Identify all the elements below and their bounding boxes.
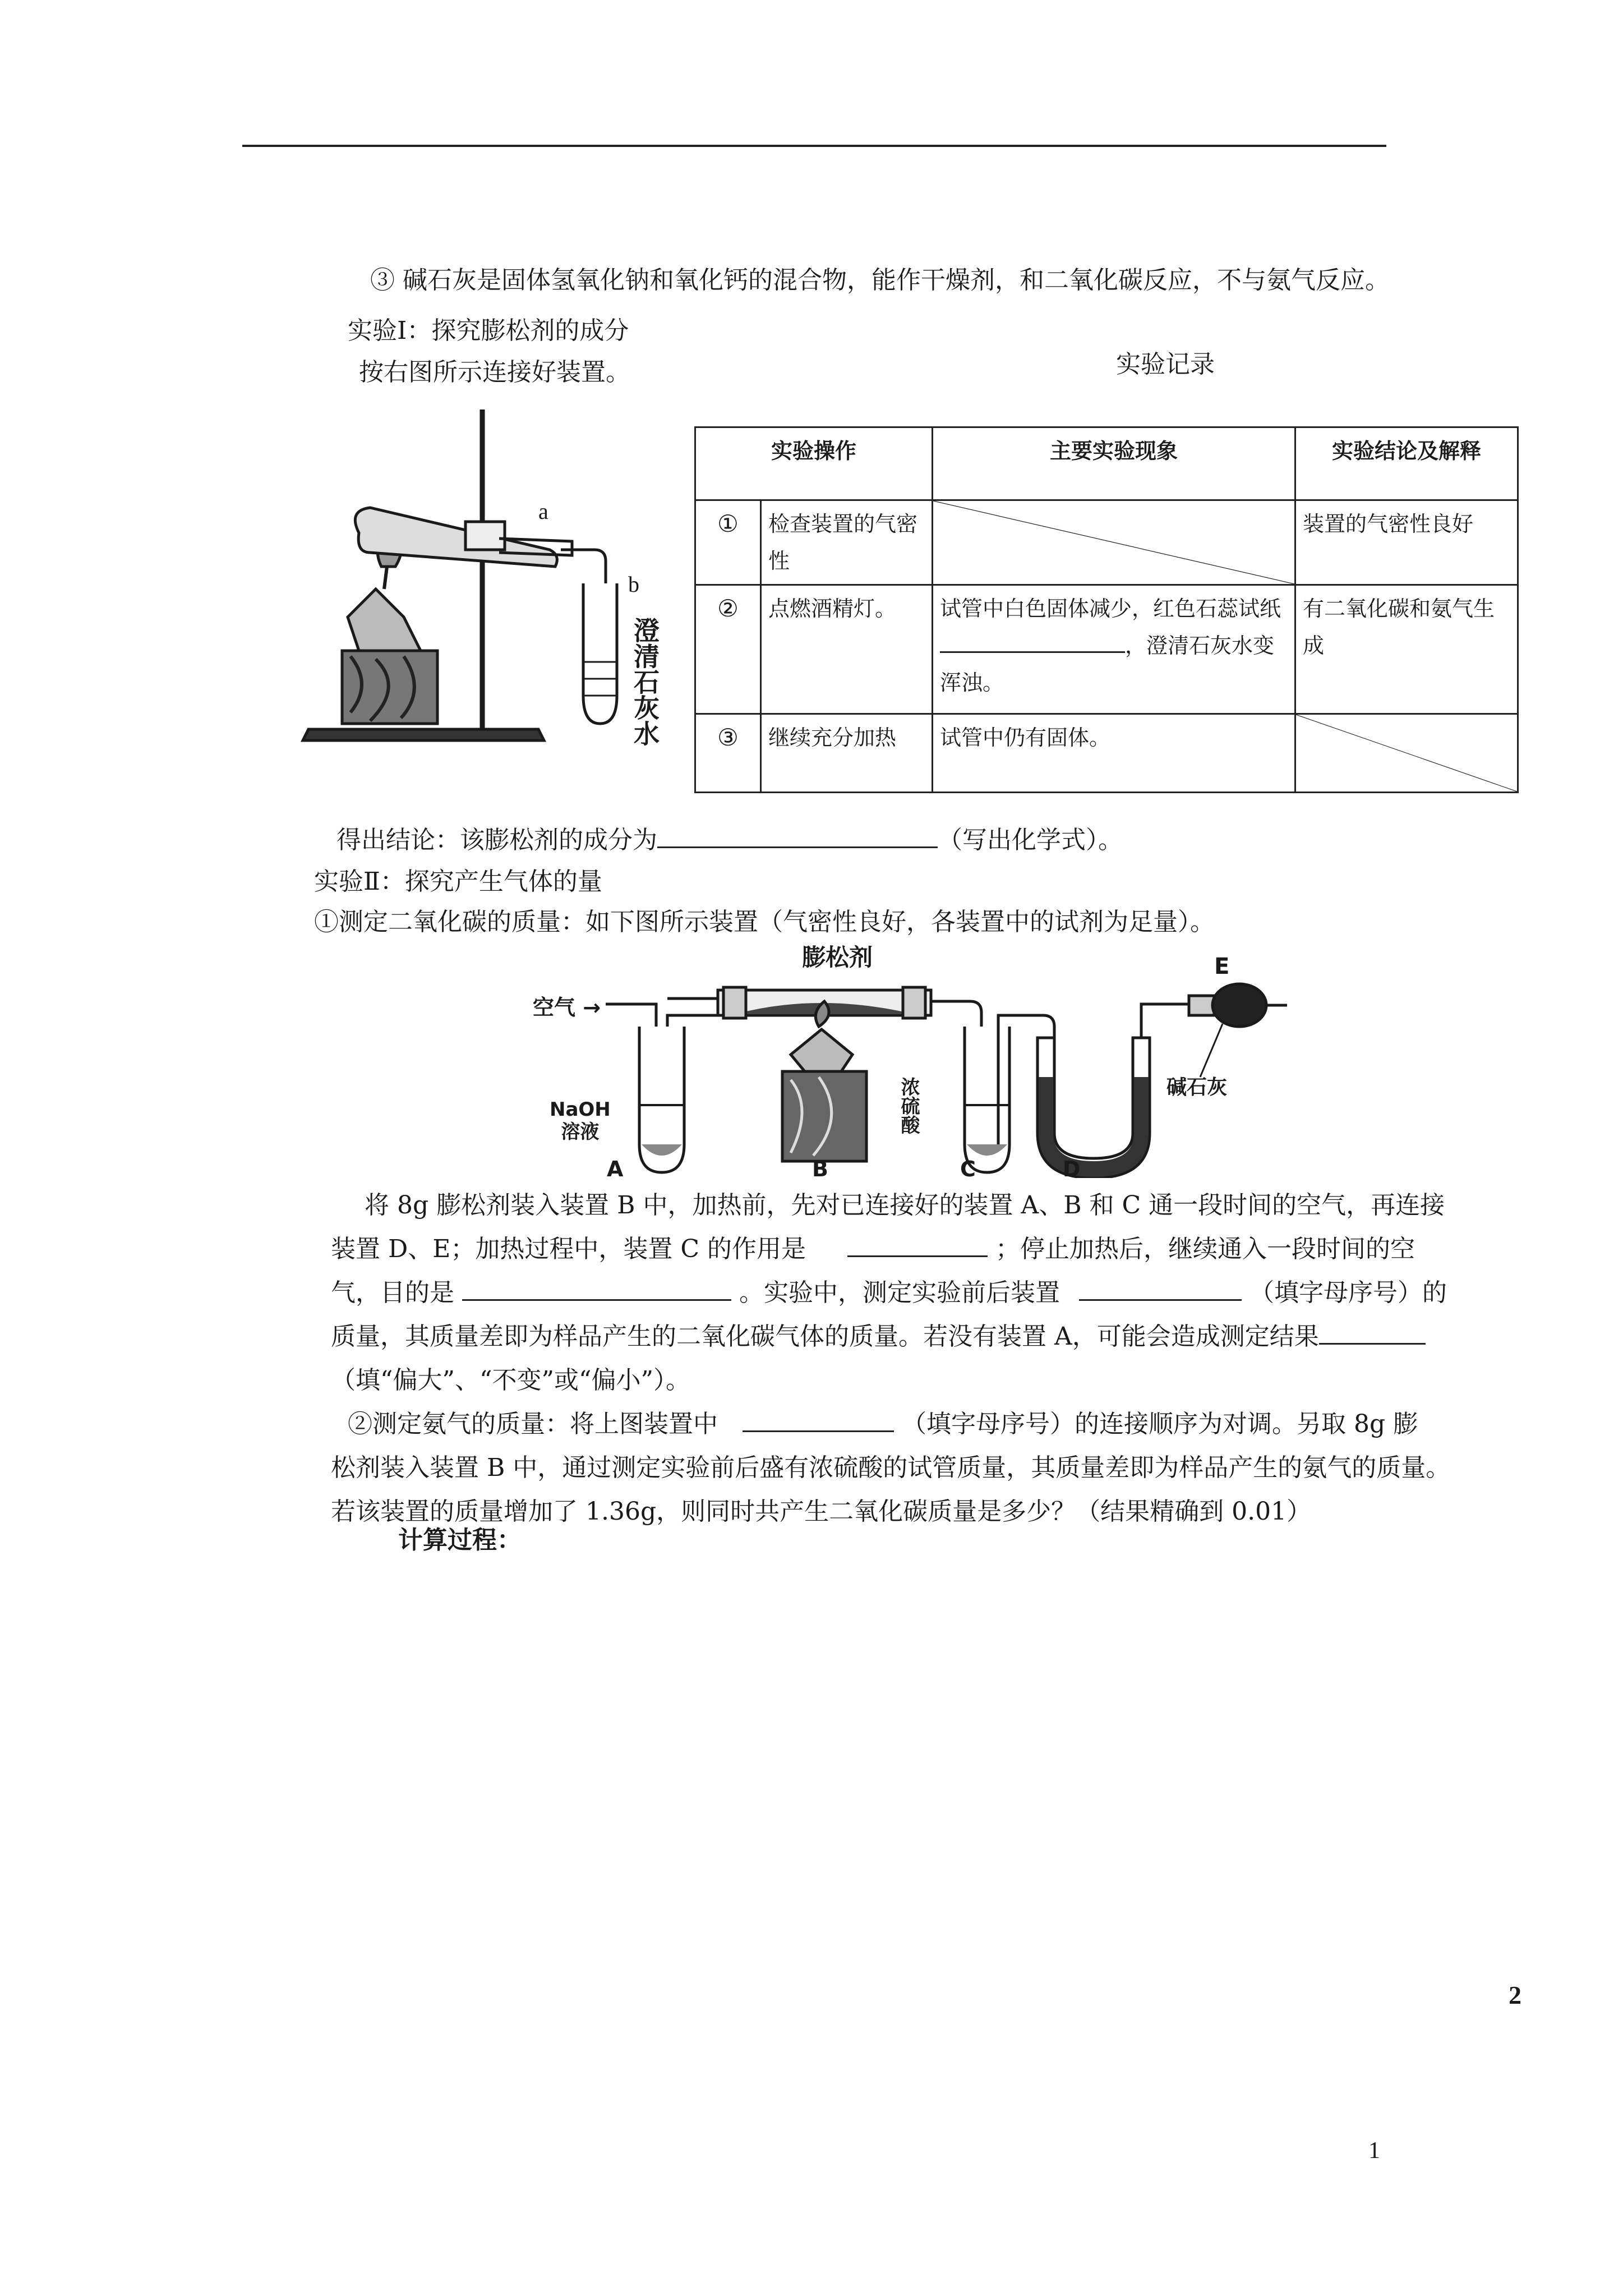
paragraph-co2: [331, 1184, 1531, 1402]
diagonal-line: [1296, 715, 1517, 792]
result-blank[interactable]: [1319, 1342, 1426, 1345]
fig2-air-label: 空气 →: [533, 995, 601, 1020]
limewater-label: 澄清石灰水: [630, 617, 660, 746]
diagonal-line: [933, 501, 1294, 584]
fig2-title: 膨松剂: [802, 944, 873, 971]
device-letter-blank[interactable]: [1079, 1299, 1242, 1301]
letter-A: A: [607, 1157, 624, 1181]
para2-line: [331, 1402, 1531, 1446]
page-number-2: 2: [1509, 1981, 1521, 2009]
record-title: 实验记录: [1116, 350, 1215, 379]
para1-text: 气，目的是: [331, 1278, 454, 1307]
stand-base: [303, 729, 544, 740]
para1-line: [331, 1271, 1531, 1315]
exp1-instruction: 按右图所示连接好装置。: [359, 358, 630, 386]
letter-C: C: [960, 1157, 976, 1181]
fig1-label-b: b: [628, 572, 639, 597]
air-text: 空气: [533, 995, 576, 1020]
item3-text: ③ 碱石灰是固体氢氧化钠和氧化钙的混合物，能作干燥剂，和二氧化碳反应，不与氨气反应。: [370, 266, 1390, 295]
acid-label: 浓硫酸: [897, 1077, 920, 1134]
row-number: ②: [695, 585, 761, 714]
table-header-operation: 实验操作: [695, 427, 933, 500]
row-phenomenon: 试管中仍有固体。: [933, 714, 1295, 793]
para1-line: [331, 1315, 1531, 1359]
phenomenon-text-b: ，澄清石灰水变浑浊。: [940, 633, 1275, 695]
litmus-answer-blank[interactable]: [940, 651, 1125, 653]
para1-line: （填“偏大”、“不变”或“偏小”）。: [331, 1366, 690, 1395]
sodalime-label: 碱石灰: [1166, 1076, 1228, 1099]
row-phenomenon: [933, 585, 1295, 714]
para1-text: 。实验中，测定实验前后装置: [739, 1278, 1060, 1307]
para2-text: （填字母序号）的连接顺序为对调。另取 8g 膨: [902, 1410, 1418, 1438]
row-number: ①: [695, 500, 761, 585]
letter-D: D: [1063, 1157, 1081, 1181]
naoh-label: [550, 1098, 611, 1143]
letter-B: B: [812, 1157, 828, 1181]
fig2-label-E: E: [1214, 954, 1230, 979]
paragraph-nh3: [331, 1402, 1531, 1534]
para2-line: 松剂装入装置 B 中，通过测定实验前后盛有浓硫酸的试管质量，其质量差即为样品产生的氨气的质量。: [331, 1453, 1451, 1482]
table-row: [695, 585, 1518, 714]
para1-text: （填字母序号）的: [1249, 1278, 1447, 1307]
para2-text: ②测定氨气的质量：将上图装置中: [348, 1410, 718, 1438]
page-number-1: 1: [1368, 2138, 1380, 2164]
table-header-phenomenon: 主要实验现象: [933, 427, 1295, 500]
phenomenon-text-a: 试管中白色固体减少，红色石蕊试纸: [940, 596, 1281, 621]
para1-text: 质量，其质量差即为样品产生的二氧化碳气体的质量。若没有装置 A，可能会造成测定结果: [331, 1322, 1319, 1351]
table-row: [695, 500, 1518, 585]
row-operation: 检查装置的气密性: [761, 500, 933, 585]
row-conclusion-empty: [1295, 714, 1518, 793]
para2-line: 若该装置的质量增加了 1.36g，则同时共产生二氧化碳质量是多少？（结果精确到 0.01）: [331, 1497, 1312, 1526]
row-number: ③: [695, 714, 761, 793]
fig1-label-a: a: [538, 499, 548, 524]
conclusion-text-a: 得出结论：该膨松剂的成分为: [336, 826, 657, 854]
conclusion-line: [336, 823, 1123, 857]
para1-text: 装置 D、E；加热过程中，装置 C 的作用是: [331, 1235, 806, 1263]
clamp: [465, 522, 505, 550]
conclusion-text-b: （写出化学式）。: [938, 826, 1123, 854]
purpose-blank[interactable]: [462, 1299, 731, 1301]
alcohol-lamp-B: [791, 1029, 852, 1071]
solution-text: 溶液: [561, 1121, 600, 1143]
bulb-E: [1212, 984, 1266, 1027]
row-phenomenon-empty: [933, 500, 1295, 585]
swap-devices-blank[interactable]: [743, 1430, 894, 1432]
formula-answer-blank[interactable]: [657, 846, 938, 848]
calculation-label: 计算过程：: [398, 1526, 522, 1554]
figure-heating-apparatus: [297, 404, 679, 785]
header-rule: [242, 145, 1386, 147]
exp2-title: 实验Ⅱ：探究产生气体的量: [314, 867, 602, 896]
exp2-item1: ①测定二氧化碳的质量：如下图所示装置（气密性良好，各装置中的试剂为足量）。: [314, 908, 1215, 936]
para1-line: [331, 1227, 1531, 1271]
row-operation: 点燃酒精灯。: [761, 585, 933, 714]
device-c-role-blank[interactable]: [847, 1255, 988, 1257]
experiment-record-table: [694, 426, 1519, 793]
table-header-conclusion: 实验结论及解释: [1295, 427, 1518, 500]
para1-line: 将 8g 膨松剂装入装置 B 中，加热前，先对已连接好的装置 A、B 和 C 通一段时间的空气，再连接: [365, 1191, 1445, 1220]
exp1-title: 实验Ⅰ：探究膨松剂的成分: [348, 316, 629, 345]
row-conclusion: 有二氧化碳和氨气生成: [1295, 585, 1518, 714]
alcohol-lamp: [348, 589, 421, 651]
row-operation: 继续充分加热: [761, 714, 933, 793]
limewater-tube: [583, 583, 617, 724]
naoh-text: NaOH: [550, 1098, 611, 1121]
para1-text: ；停止加热后，继续通入一段时间的空: [995, 1235, 1415, 1263]
row-conclusion: 装置的气密性良好: [1295, 500, 1518, 585]
table-row: [695, 714, 1518, 793]
